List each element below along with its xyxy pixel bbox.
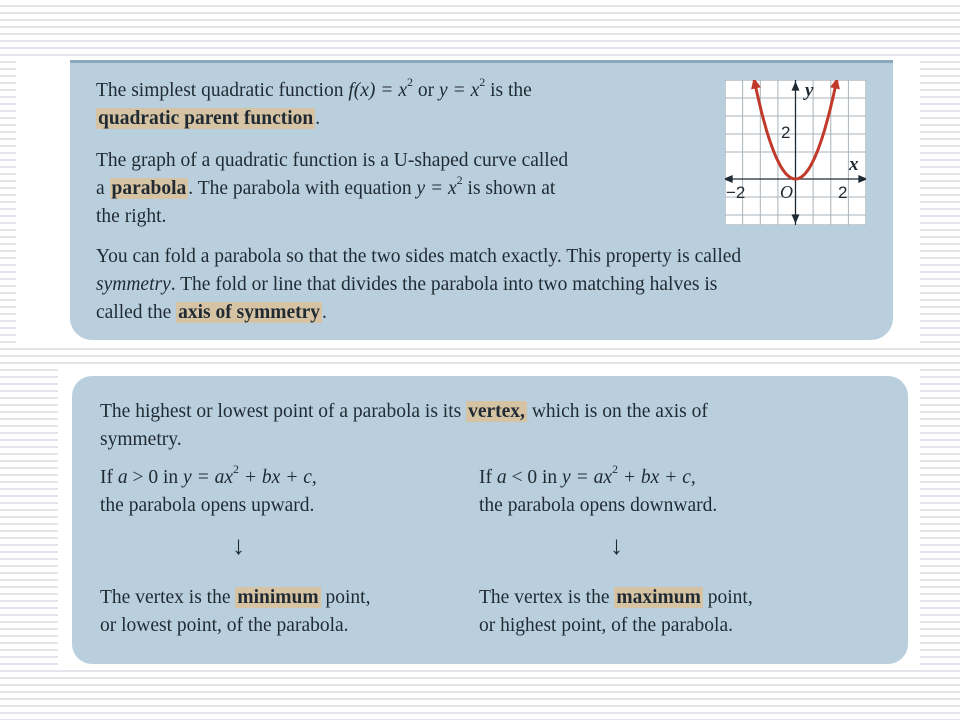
- condition-downward: [479, 461, 718, 520]
- text: . The parabola with equation: [188, 178, 417, 199]
- origin-label: O: [780, 182, 793, 202]
- math: symmetry: [96, 274, 171, 295]
- tick-label-x-neg2: −2: [726, 183, 746, 202]
- text: point,: [702, 587, 753, 608]
- paragraph-vertex: [100, 398, 708, 454]
- highlight-maximum: maximum: [616, 587, 701, 608]
- result-minimum: [100, 584, 370, 640]
- exponent: 2: [612, 461, 619, 476]
- text: the right.: [96, 206, 167, 227]
- parent-function-card: [70, 60, 893, 340]
- math: y = ax: [562, 467, 613, 488]
- highlight-vertex: vertex,: [468, 401, 525, 422]
- y-axis-label: y: [805, 80, 814, 101]
- math: (x) = x: [353, 80, 407, 101]
- text: point,: [320, 587, 371, 608]
- paragraph-symmetry: [96, 243, 741, 327]
- text: < 0 in: [506, 467, 563, 488]
- text: The simplest quadratic function: [96, 80, 349, 101]
- exponent: 2: [456, 172, 463, 187]
- text: is the: [485, 80, 532, 101]
- text: or lowest point, of the parabola.: [100, 615, 349, 636]
- tick-label-x-2: 2: [838, 183, 848, 202]
- math: a: [117, 467, 128, 488]
- exponent: 2: [233, 461, 240, 476]
- text: If: [100, 467, 118, 488]
- tick-label-y-2: 2: [781, 123, 791, 142]
- down-arrow-icon: ↓: [610, 531, 623, 560]
- vertex-card: [72, 376, 908, 664]
- math: y = x: [416, 178, 457, 199]
- math: a: [496, 467, 507, 488]
- condition-upward: [100, 461, 317, 520]
- text: or: [413, 80, 439, 101]
- exponent: 2: [479, 74, 486, 89]
- text: is shown at: [462, 178, 556, 199]
- text: The vertex is the: [479, 587, 615, 608]
- highlight-axis-of-symmetry: axis of symmetry: [178, 302, 321, 323]
- text: the parabola opens upward.: [100, 495, 315, 516]
- text: a: [96, 178, 110, 199]
- math: y = x: [439, 80, 480, 101]
- math: + bx + c,: [239, 467, 317, 488]
- text: . The fold or line that divides the parabola into two matching halves is: [170, 274, 718, 295]
- exponent: 2: [407, 74, 413, 89]
- text: called the: [96, 302, 177, 323]
- text: > 0 in: [127, 467, 184, 488]
- text: The vertex is the: [100, 587, 236, 608]
- paragraph-parent-function: [96, 74, 532, 133]
- text: .: [322, 302, 327, 323]
- text: If: [479, 467, 497, 488]
- math: y = ax: [183, 467, 234, 488]
- math: f: [348, 80, 354, 101]
- text: the parabola opens downward.: [479, 495, 718, 516]
- down-arrow-icon: ↓: [232, 531, 245, 560]
- x-axis-label: x: [849, 154, 859, 175]
- result-maximum: [479, 584, 753, 640]
- text: You can fold a parabola so that the two sides match exactly. This property is called: [96, 246, 742, 267]
- text: or highest point, of the parabola.: [479, 615, 733, 636]
- highlight-quadratic-parent-function: quadratic parent function: [98, 108, 314, 129]
- text: The graph of a quadratic function is a U-shaped curve called: [96, 150, 569, 171]
- text: symmetry.: [100, 429, 182, 450]
- text: The highest or lowest point of a parabola is its: [100, 401, 467, 422]
- parabola-graph: [725, 80, 866, 225]
- text: .: [315, 108, 321, 129]
- paragraph-parabola: [96, 147, 568, 231]
- math: + bx + c,: [618, 467, 696, 488]
- highlight-parabola: parabola: [111, 178, 187, 199]
- highlight-minimum: minimum: [237, 587, 319, 608]
- text: which is on the axis of: [526, 401, 708, 422]
